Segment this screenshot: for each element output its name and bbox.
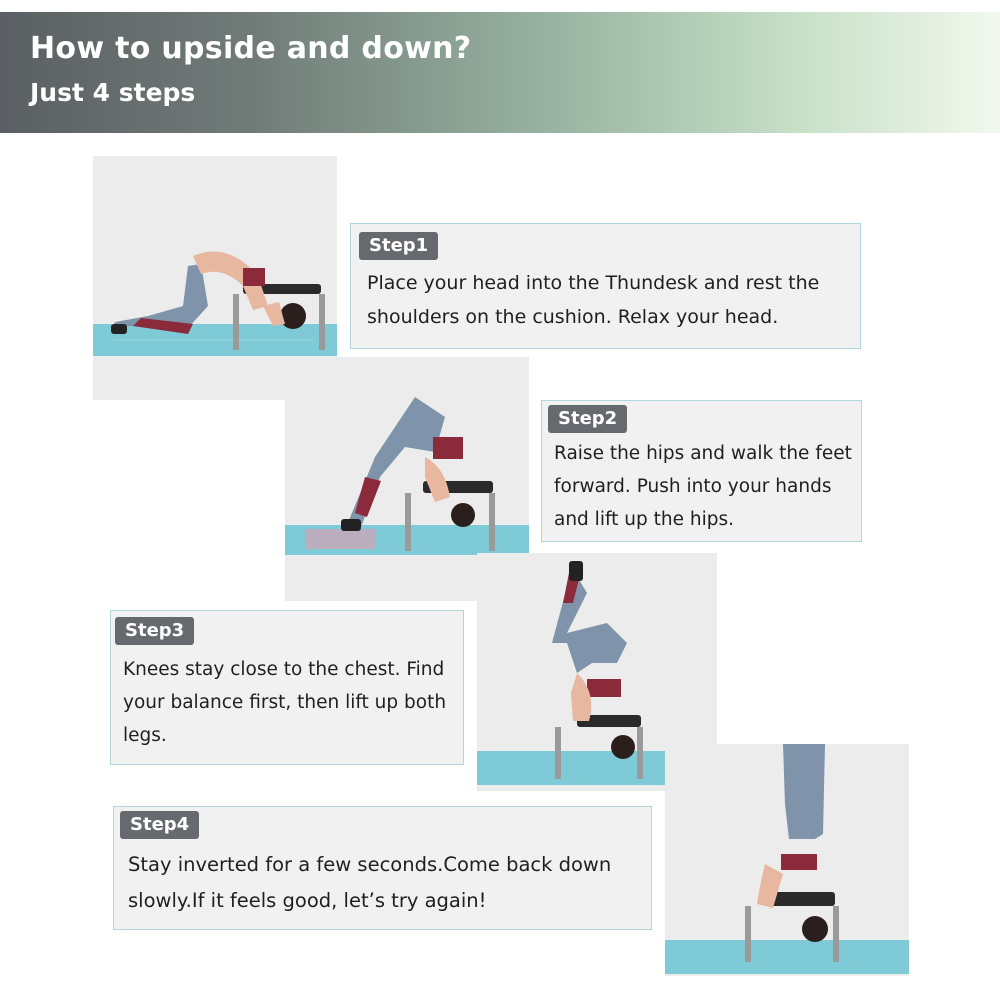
step3-card (110, 610, 464, 765)
step2-text: Raise the hips and walk the feet forward. Push into your hands and lift up the hips. (554, 443, 852, 530)
page-title: How to upside and down? (30, 31, 472, 66)
step1-card (350, 223, 861, 349)
step1-badge: Step1 (359, 232, 438, 260)
page-subtitle: Just 4 steps (30, 78, 196, 107)
header-banner (0, 12, 1000, 133)
step3-badge: Step3 (115, 617, 194, 645)
step4-card (113, 806, 652, 930)
step1-text: Place your head into the Thundesk and rest the shoulders on the cushion. Relax your head. (367, 272, 820, 328)
step4-photo (665, 744, 909, 976)
step4-text: Stay inverted for a few seconds.Come back down slowly.If it feels good, let’s try again! (128, 853, 612, 912)
step3-text: Knees stay close to the chest. Find your balance first, then lift up both legs. (123, 659, 447, 746)
step4-badge: Step4 (120, 811, 199, 839)
step2-badge: Step2 (548, 405, 627, 433)
step2-card (541, 400, 862, 542)
